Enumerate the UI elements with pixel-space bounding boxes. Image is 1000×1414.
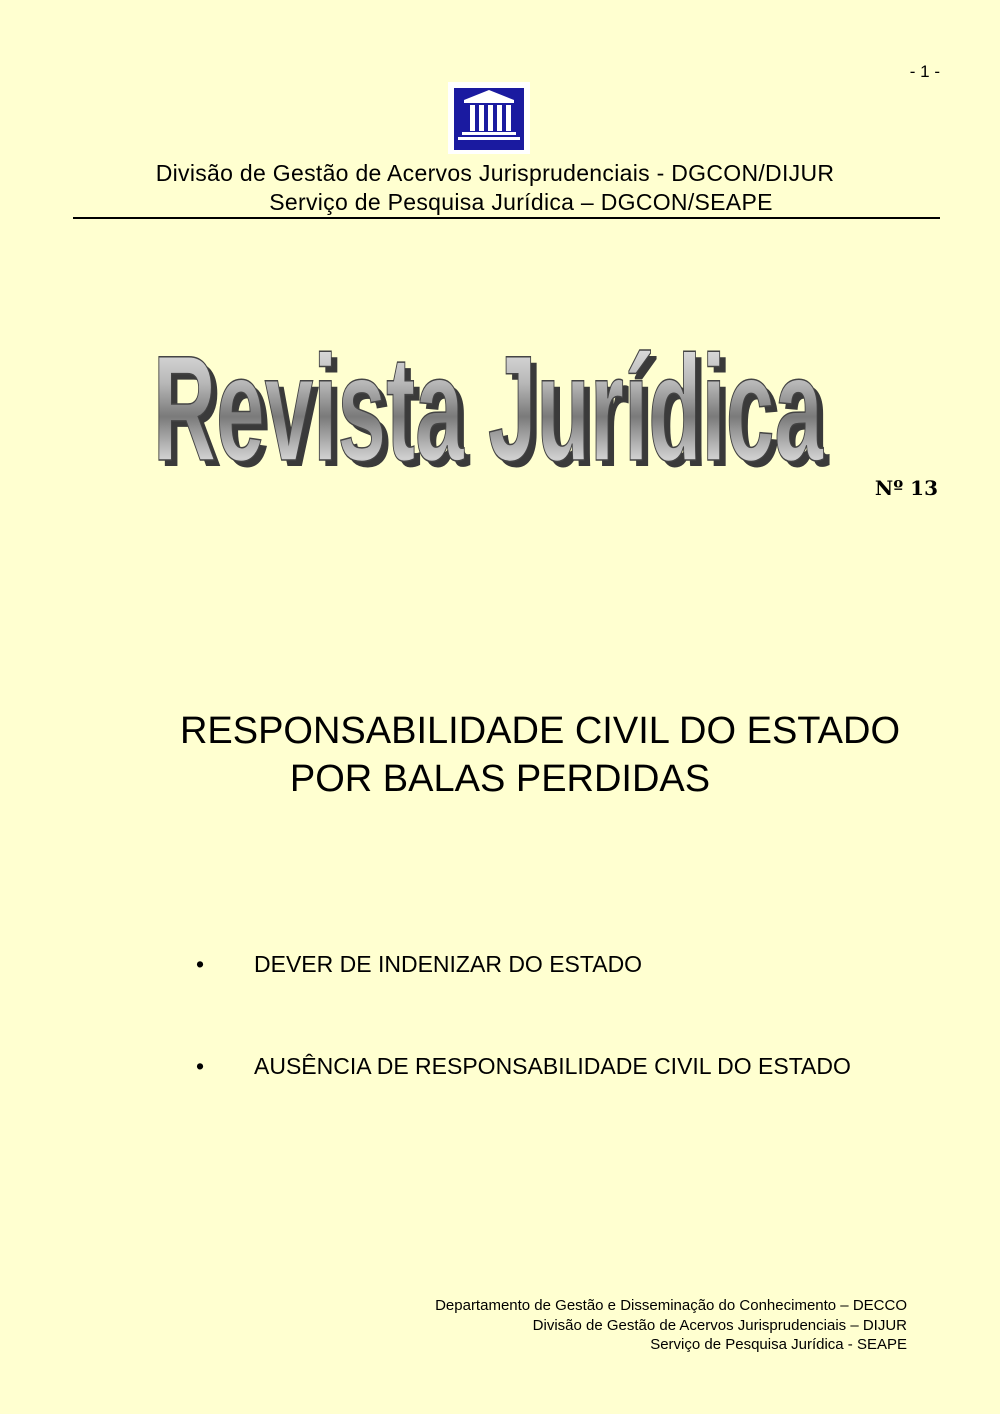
issue-number: Nº 13 [874, 476, 938, 500]
list-item [150, 1049, 910, 1083]
main-title-line2: POR BALAS PERDIDAS [289, 758, 711, 800]
main-title-line1: RESPONSABILIDADE CIVIL DO ESTADO [179, 710, 901, 752]
footer-service: Serviço de Pesquisa Jurídica - SEAPE [650, 1336, 907, 1353]
header-division: Divisão de Gestão de Acervos Jurisprudenciais - DGCON/DIJUR [155, 160, 835, 186]
bullet-icon: • [196, 1053, 205, 1079]
masthead-title [140, 322, 840, 482]
header-service: Serviço de Pesquisa Jurídica – DGCON/SEAPE [269, 189, 773, 215]
page-number: - 1 - [909, 62, 940, 81]
footer [300, 1296, 907, 1355]
footer-department: Departamento de Gestão e Disseminação do Conhecimento – DECCO [435, 1297, 907, 1314]
footer-division: Divisão de Gestão de Acervos Jurisprudenciais – DIJUR [532, 1316, 907, 1334]
bullet-icon: • [196, 951, 205, 977]
main-title [100, 707, 940, 803]
masthead-title-text: Revista Jurídica [153, 324, 824, 482]
list-item-text: DEVER DE INDENIZAR DO ESTADO [254, 951, 643, 977]
header-divider [73, 217, 940, 219]
list-item-text: AUSÊNCIA DE RESPONSABILIDADE CIVIL DO ESTADO [254, 1053, 851, 1079]
court-building-icon [448, 82, 530, 154]
masthead-title-shadow: Revista Jurídica [159, 330, 830, 482]
